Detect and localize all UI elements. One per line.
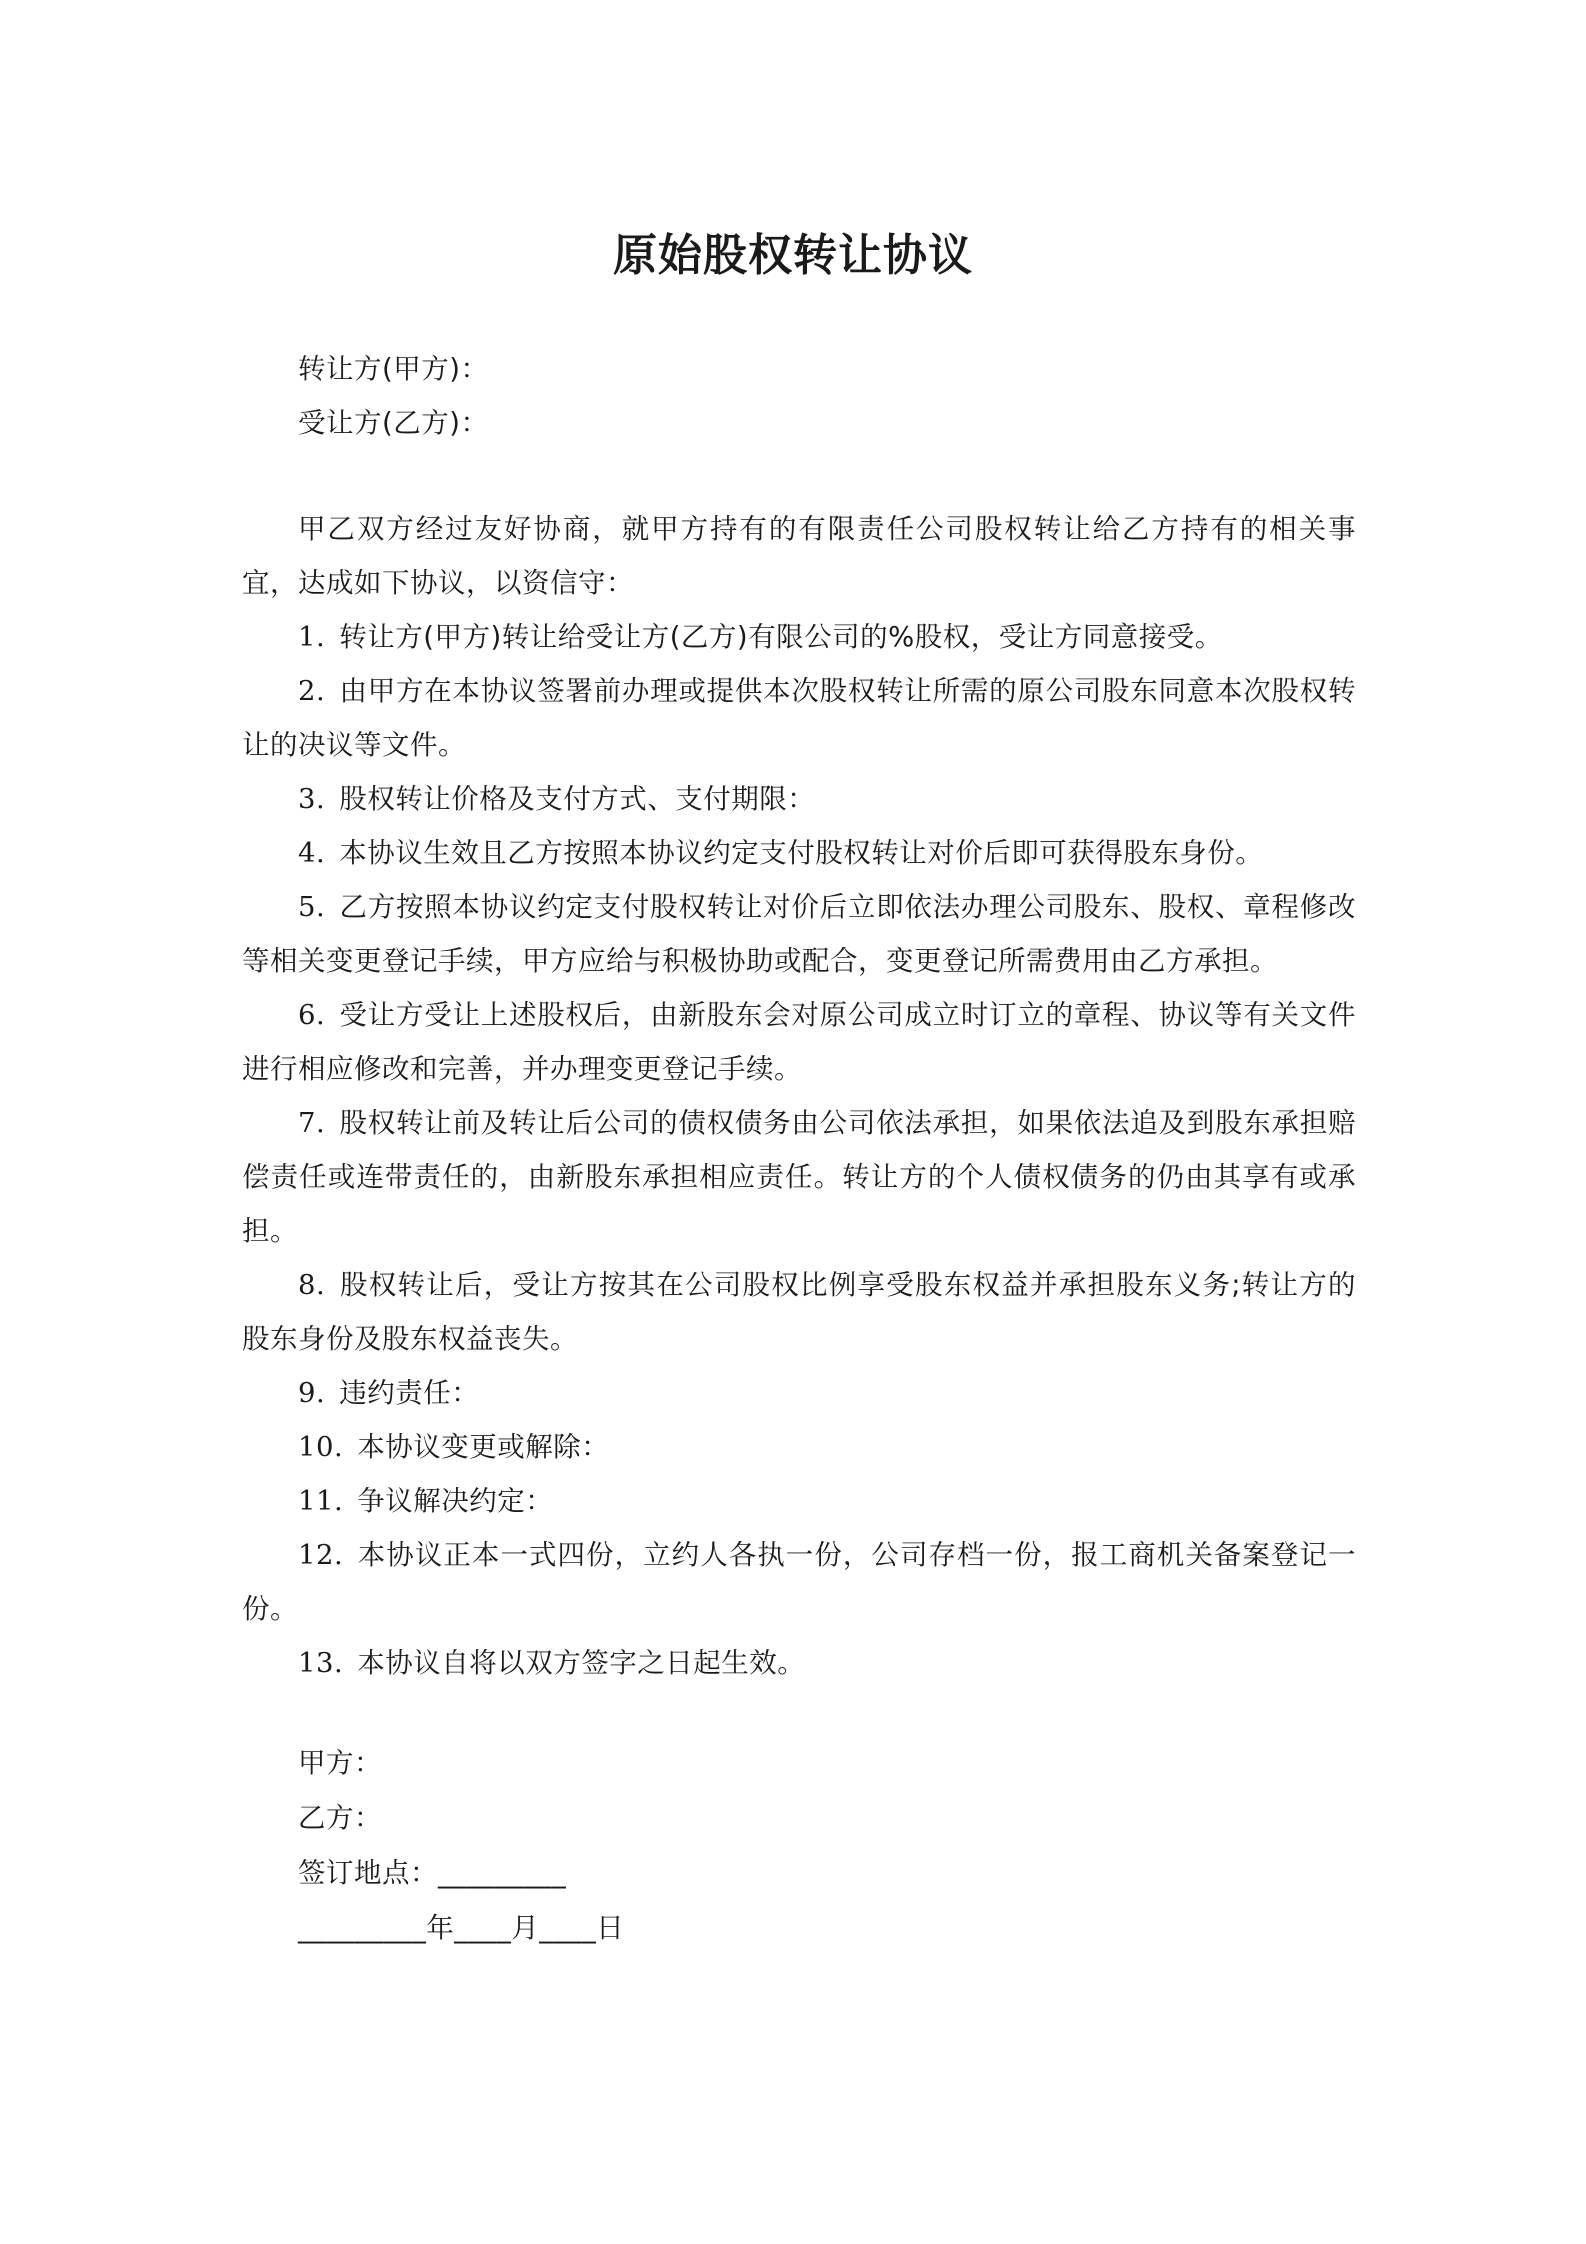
clause-text: 本协议变更或解除： xyxy=(357,1431,610,1463)
party-a-signature: 甲方： xyxy=(298,1747,382,1779)
clause-8 xyxy=(242,1258,1356,1366)
party-b-signature: 乙方： xyxy=(298,1802,382,1834)
clause-2 xyxy=(242,664,1356,772)
parties-block xyxy=(242,342,1356,450)
clause-number: 10. xyxy=(298,1431,344,1463)
clause-text: 股权转让价格及支付方式、支付期限： xyxy=(339,783,816,815)
clause-13 xyxy=(242,1636,1356,1690)
clause-number: 12. xyxy=(298,1539,344,1571)
clause-text: 股权转让前及转让后公司的债权债务由公司依法承担，如果依法追及到股东承担赔偿责任或连带责任的，由新股东承担相应责任。转让方的个人债权债务的仍由其享有或承担。 xyxy=(242,1107,1356,1247)
clause-number: 1. xyxy=(298,621,326,653)
clause-text: 由甲方在本协议签署前办理或提供本次股权转让所需的原公司股东同意本次股权转让的决议等文件。 xyxy=(242,675,1356,761)
clause-text: 本协议生效且乙方按照本协议约定支付股权转让对价后即可获得股东身份。 xyxy=(339,837,1264,869)
clause-number: 2. xyxy=(298,675,326,707)
clause-number: 11. xyxy=(298,1485,344,1517)
clause-text: 乙方按照本协议约定支付股权转让对价后立即依法办理公司股东、股权、章程修改等相关变更登记手续，甲方应给与积极协助或配合，变更登记所需费用由乙方承担。 xyxy=(242,891,1356,977)
clause-number: 13. xyxy=(298,1647,344,1679)
clause-text: 转让方(甲方)转让给受让方(乙方)有限公司的%股权，受让方同意接受。 xyxy=(339,621,1223,653)
clause-number: 9. xyxy=(298,1377,326,1409)
transferor-line: 转让方(甲方)： xyxy=(298,353,489,385)
agreement-body xyxy=(242,502,1356,1690)
clause-11 xyxy=(242,1474,1356,1528)
transferee-line: 受让方(乙方)： xyxy=(298,407,489,439)
clause-number: 6. xyxy=(298,999,326,1031)
clause-5 xyxy=(242,880,1356,988)
intro-paragraph: 甲乙双方经过友好协商，就甲方持有的有限责任公司股权转让给乙方持有的相关事宜，达成如下协议，以资信守： xyxy=(242,513,1356,599)
clause-1 xyxy=(242,610,1356,664)
clause-6 xyxy=(242,988,1356,1096)
clause-text: 受让方受让上述股权后，由新股东会对原公司成立时订立的章程、协议等有关文件进行相应修改和完善，并办理变更登记手续。 xyxy=(242,999,1356,1085)
clause-number: 4. xyxy=(298,837,326,869)
signing-date: _________年____月____日 xyxy=(298,1912,625,1944)
clause-number: 7. xyxy=(298,1107,326,1139)
clause-7 xyxy=(242,1096,1356,1258)
clause-9 xyxy=(242,1366,1356,1420)
clause-number: 3. xyxy=(298,783,326,815)
signing-place: 签订地点：_________ xyxy=(298,1857,567,1889)
clause-text: 本协议正本一式四份，立约人各执一份，公司存档一份，报工商机关备案登记一份。 xyxy=(242,1539,1356,1625)
clause-text: 违约责任： xyxy=(339,1377,480,1409)
document-title: 原始股权转让协议 xyxy=(613,230,973,281)
clause-text: 本协议自将以双方签字之日起生效。 xyxy=(357,1647,806,1679)
clause-number: 5. xyxy=(298,891,326,923)
signature-block xyxy=(242,1736,1356,1956)
clause-text: 争议解决约定： xyxy=(357,1485,554,1517)
clause-10 xyxy=(242,1420,1356,1474)
clause-text: 股权转让后，受让方按其在公司股权比例享受股东权益并承担股东义务;转让方的股东身份及股东权益丧失。 xyxy=(242,1269,1356,1355)
clause-number: 8. xyxy=(298,1269,326,1301)
clause-4 xyxy=(242,826,1356,880)
clause-12 xyxy=(242,1528,1356,1636)
clause-3 xyxy=(242,772,1356,826)
